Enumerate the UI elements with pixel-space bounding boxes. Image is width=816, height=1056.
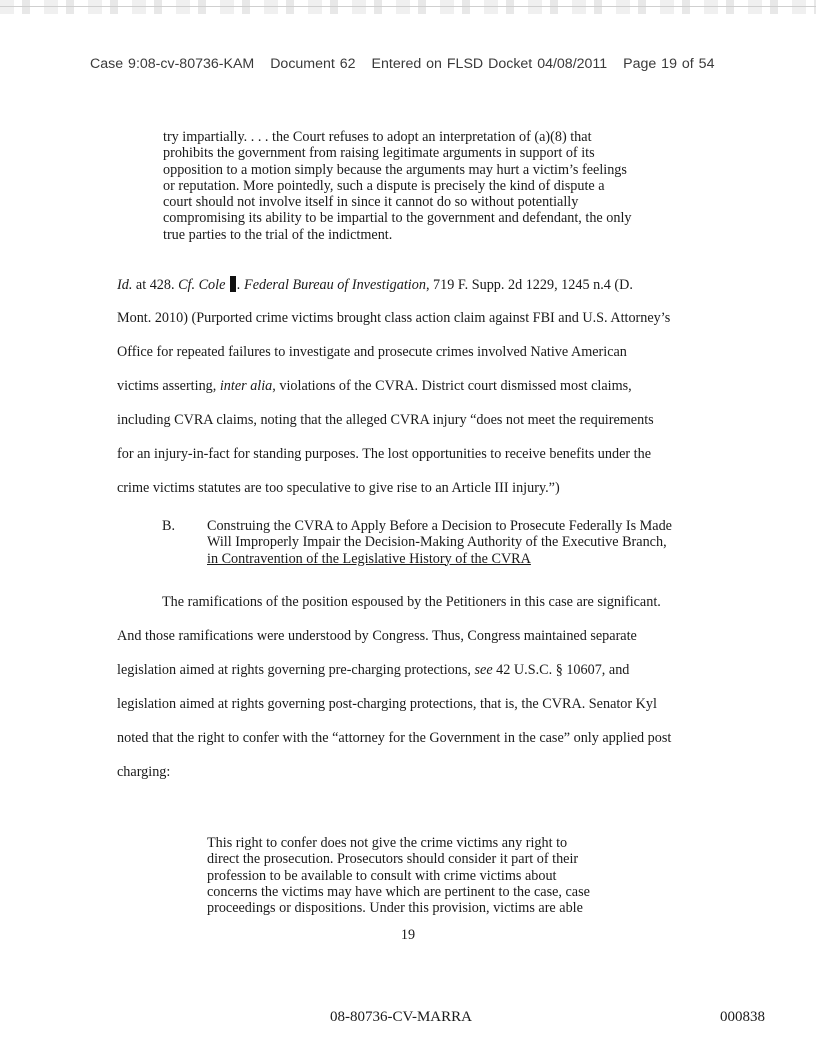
body-line: Id. at 428. Cf. Cole . Federal Bureau of Investigation, 719 F. Supp. 2d 1229, 1245 n.4 (D. (117, 277, 633, 293)
block-quote-2 (207, 835, 677, 916)
body-line: for an injury-in-fact for standing purposes. The lost opportunities to receive benefits under the (117, 446, 651, 462)
case-name-fbi: . Federal Bureau of Investigation (236, 277, 426, 293)
body-line: crime victims statutes are too speculative to give rise to an Article III injury.”) (117, 480, 560, 496)
docket-entry: Entered on FLSD Docket 04/08/2011 (371, 56, 608, 72)
case-number: Case 9:08-cv-80736-KAM (90, 56, 255, 72)
quote-line: proceedings or dispositions. Under this provision, victims are able (207, 900, 583, 917)
body-line: Mont. 2010) (Purported crime victims brought class action claim against FBI and U.S. Attorney’s (117, 310, 671, 326)
body-line: victims asserting, inter alia, violations of the CVRA. District court dismissed most claims, (117, 378, 632, 394)
heading-text (207, 518, 722, 567)
redaction-bar (230, 276, 236, 292)
quote-line: court should not involve itself in since it cannot do so without potentially (163, 194, 579, 211)
case-name-cole: Cole (195, 277, 229, 293)
quote-line: try impartially. . . . the Court refuses to adopt an interpretation of (a)(8) that (163, 129, 592, 145)
body-line: charging: (117, 764, 171, 780)
page-of-total: Page 19 of 54 (623, 56, 715, 72)
ecf-header (90, 56, 790, 72)
block-quote-1 (163, 129, 673, 243)
scan-edge-artifact (0, 0, 816, 14)
bates-number: 000838 (720, 1009, 765, 1025)
quote-line: This right to confer does not give the crime victims any right to (207, 835, 568, 851)
cf-signal: Cf. (178, 277, 196, 293)
quote-line: true parties to the trial of the indictment. (163, 226, 393, 243)
body-line: noted that the right to confer with the “attorney for the Government in the case” only applied post (117, 730, 672, 746)
see-signal: see (474, 662, 493, 678)
scan-edge-line (0, 6, 816, 7)
body-line: The ramifications of the position espoused by the Petitioners in this case are significant. (162, 594, 661, 610)
quote-line: concerns the victims may have which are pertinent to the case, case (207, 883, 590, 900)
body-line: And those ramifications were understood by Congress. Thus, Congress maintained separate (117, 628, 637, 644)
quote-line: profession to be available to consult with crime victims about (207, 867, 557, 884)
quote-line: or reputation. More pointedly, such a dispute is precisely the kind of dispute a (163, 177, 605, 194)
inter-alia: inter alia (219, 378, 273, 394)
body-line: including CVRA claims, noting that the alleged CVRA injury “does not meet the requirements (117, 412, 654, 428)
quote-line: compromising its ability to be impartial to the government and defendant, the only (163, 210, 632, 227)
document-number: Document 62 (270, 56, 356, 72)
quote-line: opposition to a motion simply because the arguments may hurt a victim’s feelings (163, 161, 627, 178)
quote-line: direct the prosecution. Prosecutors should consider it part of their (207, 851, 579, 868)
body-line: legislation aimed at rights governing post-charging protections, that is, the CVRA. Senator Kyl (117, 696, 657, 712)
bates-case-number: 08-80736-CV-MARRA (330, 1009, 472, 1025)
heading-letter: B. (162, 518, 176, 534)
body-line: Office for repeated failures to investigate and prosecute crimes involved Native American (117, 344, 627, 360)
heading-line-underlined: in Contravention of the Legislative History of the CVRA (207, 550, 531, 567)
body-line: legislation aimed at rights governing pre-charging protections, see 42 U.S.C. § 10607, and (117, 662, 630, 678)
quote-line: prohibits the government from raising legitimate arguments in support of its (163, 145, 595, 162)
heading-line: Will Improperly Impair the Decision-Making Authority of the Executive Branch, (207, 534, 667, 551)
heading-line: Construing the CVRA to Apply Before a Decision to Prosecute Federally Is Made (207, 518, 672, 534)
page-number: 19 (400, 927, 416, 943)
id-cite: Id. (117, 277, 133, 293)
